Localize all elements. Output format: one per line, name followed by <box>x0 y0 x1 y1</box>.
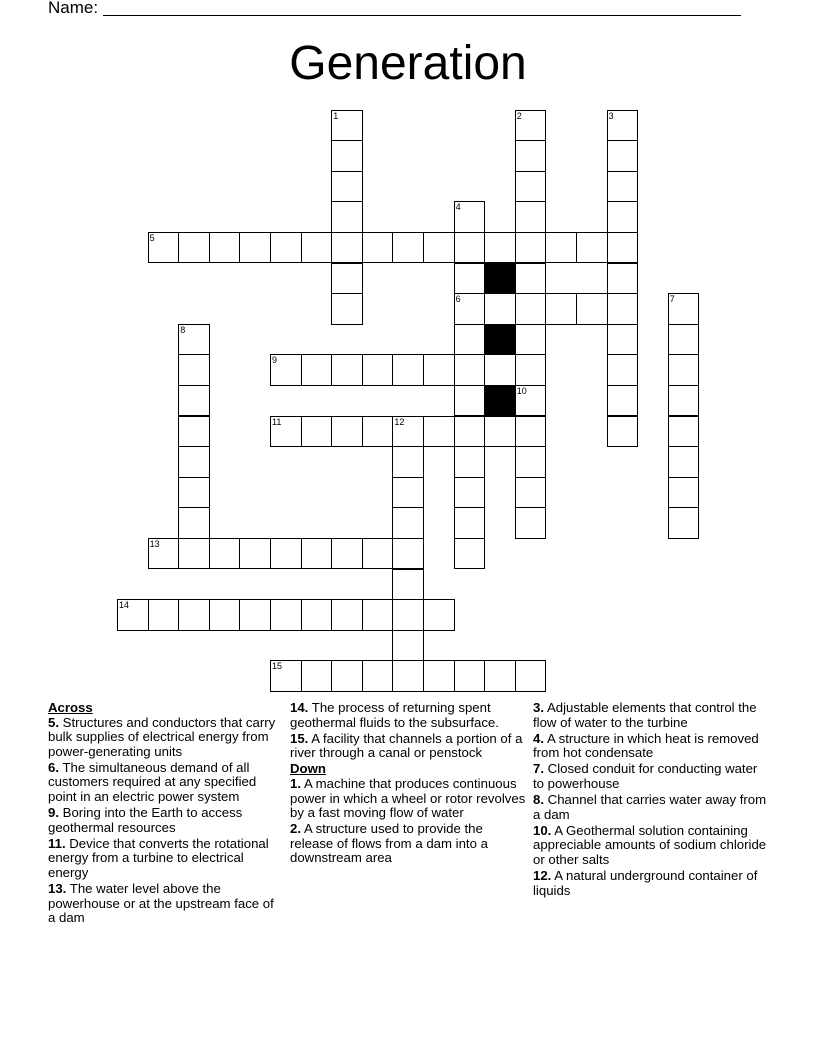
answer-cell[interactable] <box>515 354 547 386</box>
answer-cell[interactable] <box>423 660 455 692</box>
answer-cell[interactable] <box>331 416 363 448</box>
answer-cell[interactable] <box>148 232 180 264</box>
answer-cell[interactable] <box>668 324 700 356</box>
clue-text: The water level above the powerhouse or at the upstream face of a dam <box>48 881 274 926</box>
answer-cell[interactable] <box>270 232 302 264</box>
answer-cell[interactable] <box>515 507 547 539</box>
answer-cell[interactable] <box>301 354 333 386</box>
answer-cell[interactable] <box>515 324 547 356</box>
across-clue <box>290 701 526 730</box>
answer-cell[interactable] <box>392 507 424 539</box>
clue-text: Adjustable elements that control the flow of water to the turbine <box>533 700 757 730</box>
answer-cell[interactable] <box>607 293 639 325</box>
clue-text: Boring into the Earth to access geothermal resources <box>48 805 243 835</box>
black-square <box>484 263 516 295</box>
answer-cell[interactable] <box>362 232 394 264</box>
across-clue-list-continued <box>290 701 526 761</box>
answer-cell[interactable] <box>454 507 486 539</box>
clue-number-label: 3. <box>533 700 544 715</box>
clue-number-label: 11. <box>48 835 66 851</box>
answer-cell[interactable] <box>607 171 639 203</box>
answer-cell[interactable] <box>392 354 424 386</box>
answer-cell[interactable] <box>362 538 394 570</box>
answer-cell[interactable] <box>362 416 394 448</box>
answer-cell[interactable] <box>331 171 363 203</box>
across-clue-list <box>48 716 280 926</box>
answer-cell[interactable] <box>178 232 210 264</box>
answer-cell[interactable] <box>178 507 210 539</box>
down-clue <box>533 824 769 868</box>
answer-cell[interactable] <box>515 110 547 142</box>
across-clue <box>48 761 280 805</box>
clue-number-label: 10. <box>533 822 552 838</box>
clue-text: Closed conduit for conducting water to powerhouse <box>533 761 758 791</box>
answer-cell[interactable] <box>331 660 363 692</box>
across-heading: Across <box>48 700 93 715</box>
answer-cell[interactable] <box>331 140 363 172</box>
answer-cell[interactable] <box>454 354 486 386</box>
answer-cell[interactable] <box>362 354 394 386</box>
answer-cell[interactable] <box>362 599 394 631</box>
down-clue <box>533 732 769 761</box>
answer-cell[interactable] <box>607 416 639 448</box>
answer-cell[interactable] <box>270 599 302 631</box>
black-square <box>484 324 516 356</box>
answer-cell[interactable] <box>515 201 547 233</box>
answer-cell[interactable] <box>576 293 608 325</box>
clue-text: A Geothermal solution containing appreciable amounts of sodium chloride or other salts <box>533 822 767 867</box>
answer-cell[interactable] <box>545 293 577 325</box>
answer-cell[interactable] <box>392 232 424 264</box>
answer-cell[interactable] <box>423 354 455 386</box>
answer-cell[interactable] <box>362 660 394 692</box>
answer-cell[interactable] <box>117 599 149 631</box>
down-clue <box>290 822 526 866</box>
answer-cell[interactable] <box>178 538 210 570</box>
down-clue <box>533 762 769 791</box>
answer-cell[interactable] <box>392 446 424 478</box>
clue-number: 5 <box>149 232 155 243</box>
answer-cell[interactable] <box>484 354 516 386</box>
across-clue <box>48 716 280 760</box>
answer-cell[interactable] <box>178 416 210 448</box>
answer-cell[interactable] <box>515 385 547 417</box>
page-title: Generation <box>289 37 527 90</box>
answer-cell[interactable] <box>515 232 547 264</box>
clue-number: 14 <box>119 600 130 611</box>
clue-number: 6 <box>455 294 461 305</box>
answer-cell[interactable] <box>607 263 639 295</box>
answer-cell[interactable] <box>239 599 271 631</box>
answer-cell[interactable] <box>454 446 486 478</box>
across-clue <box>48 837 280 881</box>
answer-cell[interactable] <box>178 354 210 386</box>
answer-cell[interactable] <box>515 140 547 172</box>
across-clue <box>290 732 526 761</box>
answer-cell[interactable] <box>515 477 547 509</box>
answer-cell[interactable] <box>454 201 486 233</box>
answer-cell[interactable] <box>484 232 516 264</box>
answer-cell[interactable] <box>484 660 516 692</box>
answer-cell[interactable] <box>545 232 577 264</box>
clue-number-label: 9. <box>48 805 59 821</box>
answer-cell[interactable] <box>668 446 700 478</box>
answer-cell[interactable] <box>668 507 700 539</box>
clue-number: 13 <box>149 538 160 549</box>
clue-number-label: 15. <box>290 730 309 746</box>
answer-cell[interactable] <box>270 416 302 448</box>
answer-cell[interactable] <box>392 569 424 601</box>
answer-cell[interactable] <box>515 446 547 478</box>
clue-text: A structure used to provide the release of flows from a dam into a downstream area <box>290 821 488 866</box>
down-clue <box>533 701 769 730</box>
answer-cell[interactable] <box>454 538 486 570</box>
clue-number: 3 <box>608 110 614 121</box>
answer-cell[interactable] <box>454 232 486 264</box>
clue-number: 7 <box>669 294 675 305</box>
clue-text: Device that converts the rotational energy from a turbine to electrical energy <box>48 835 269 881</box>
answer-cell[interactable] <box>301 416 333 448</box>
clue-number-label: 13. <box>48 881 67 897</box>
clue-text: Channel that carries water away from a dam <box>533 792 767 822</box>
answer-cell[interactable] <box>301 232 333 264</box>
answer-cell[interactable] <box>454 324 486 356</box>
clue-number-label: 6. <box>48 759 59 775</box>
down-clue <box>290 777 526 821</box>
clue-number-label: 12. <box>533 868 552 884</box>
answer-cell[interactable] <box>209 599 241 631</box>
answer-cell[interactable] <box>148 538 180 570</box>
clue-text: The simultaneous demand of all customers required at any specified point in an electric power system <box>48 759 257 805</box>
clue-number: 9 <box>272 355 278 366</box>
answer-cell[interactable] <box>607 324 639 356</box>
clue-number-label: 8. <box>533 792 544 808</box>
answer-cell[interactable] <box>209 232 241 264</box>
answer-cell[interactable] <box>423 599 455 631</box>
clue-number: 1 <box>333 110 339 121</box>
answer-cell[interactable] <box>454 416 486 448</box>
answer-cell[interactable] <box>392 538 424 570</box>
clue-number-label: 7. <box>533 761 544 777</box>
clue-number-label: 5. <box>48 714 59 730</box>
answer-cell[interactable] <box>668 354 700 386</box>
clue-text: A structure in which heat is removed from hot condensate <box>533 730 759 761</box>
answer-cell[interactable] <box>301 599 333 631</box>
answer-cell[interactable] <box>607 110 639 142</box>
answer-cell[interactable] <box>607 354 639 386</box>
answer-cell[interactable] <box>331 293 363 325</box>
answer-cell[interactable] <box>178 324 210 356</box>
down-clue <box>533 793 769 822</box>
clue-number: 10 <box>516 385 527 396</box>
clue-text: A natural underground container of liquids <box>533 868 758 898</box>
across-clue <box>48 806 280 835</box>
answer-cell[interactable] <box>454 477 486 509</box>
answer-cell[interactable] <box>331 110 363 142</box>
answer-cell[interactable] <box>668 385 700 417</box>
answer-cell[interactable] <box>484 293 516 325</box>
answer-cell[interactable] <box>454 293 486 325</box>
answer-cell[interactable] <box>668 477 700 509</box>
answer-cell[interactable] <box>576 232 608 264</box>
clue-number-label: 1. <box>290 775 301 791</box>
clues-column-1 <box>48 701 280 927</box>
black-square <box>484 385 516 417</box>
answer-cell[interactable] <box>423 416 455 448</box>
clue-number-label: 2. <box>290 821 301 837</box>
answer-cell[interactable] <box>515 293 547 325</box>
answer-cell[interactable] <box>515 263 547 295</box>
answer-cell[interactable] <box>668 293 700 325</box>
clue-number: 15 <box>272 661 283 672</box>
clue-number: 4 <box>455 202 461 213</box>
answer-cell[interactable] <box>515 660 547 692</box>
answer-cell[interactable] <box>392 416 424 448</box>
clue-text: The process of returning spent geothermal fluids to the subsurface. <box>290 700 499 730</box>
answer-cell[interactable] <box>148 599 180 631</box>
answer-cell[interactable] <box>239 232 271 264</box>
answer-cell[interactable] <box>392 630 424 662</box>
answer-cell[interactable] <box>668 416 700 448</box>
answer-cell[interactable] <box>423 232 455 264</box>
answer-cell[interactable] <box>178 599 210 631</box>
down-clue-list <box>290 777 526 866</box>
across-clue <box>48 882 280 926</box>
answer-cell[interactable] <box>331 201 363 233</box>
answer-cell[interactable] <box>392 477 424 509</box>
name-label: Name: <box>48 0 99 17</box>
answer-cell[interactable] <box>607 385 639 417</box>
clue-number-label: 14. <box>290 700 309 715</box>
answer-cell[interactable] <box>607 140 639 172</box>
down-clue-list-continued <box>533 701 769 898</box>
clue-number-label: 4. <box>533 730 544 746</box>
answer-cell[interactable] <box>270 538 302 570</box>
answer-cell[interactable] <box>270 660 302 692</box>
clue-number: 12 <box>394 416 405 427</box>
answer-cell[interactable] <box>301 660 333 692</box>
answer-cell[interactable] <box>484 416 516 448</box>
down-clue <box>533 869 769 898</box>
answer-cell[interactable] <box>392 599 424 631</box>
down-heading: Down <box>290 761 326 777</box>
answer-cell[interactable] <box>454 263 486 295</box>
clues-column-3 <box>533 701 769 900</box>
answer-cell[interactable] <box>392 660 424 692</box>
answer-cell[interactable] <box>178 477 210 509</box>
answer-cell[interactable] <box>607 232 639 264</box>
answer-cell[interactable] <box>607 201 639 233</box>
answer-cell[interactable] <box>331 354 363 386</box>
answer-cell[interactable] <box>454 660 486 692</box>
clue-text: A machine that produces continuous power in which a wheel or rotor revolves by a fast moving flow of water <box>290 775 526 821</box>
answer-cell[interactable] <box>331 538 363 570</box>
answer-cell[interactable] <box>515 416 547 448</box>
answer-cell[interactable] <box>515 171 547 203</box>
answer-cell[interactable] <box>239 538 271 570</box>
answer-cell[interactable] <box>331 263 363 295</box>
answer-cell[interactable] <box>301 538 333 570</box>
answer-cell[interactable] <box>178 385 210 417</box>
answer-cell[interactable] <box>270 354 302 386</box>
answer-cell[interactable] <box>331 599 363 631</box>
answer-cell[interactable] <box>209 538 241 570</box>
clue-number: 8 <box>180 324 186 335</box>
clue-text: A facility that channels a portion of a river through a canal or penstock <box>290 730 523 761</box>
answer-cell[interactable] <box>178 446 210 478</box>
clues-column-2 <box>290 701 526 868</box>
answer-cell[interactable] <box>454 385 486 417</box>
clue-text: Structures and conductors that carry bulk supplies of electrical energy from power-generating units <box>48 714 276 759</box>
clue-number: 2 <box>516 110 522 121</box>
clue-number: 11 <box>272 416 282 427</box>
answer-cell[interactable] <box>331 232 363 264</box>
